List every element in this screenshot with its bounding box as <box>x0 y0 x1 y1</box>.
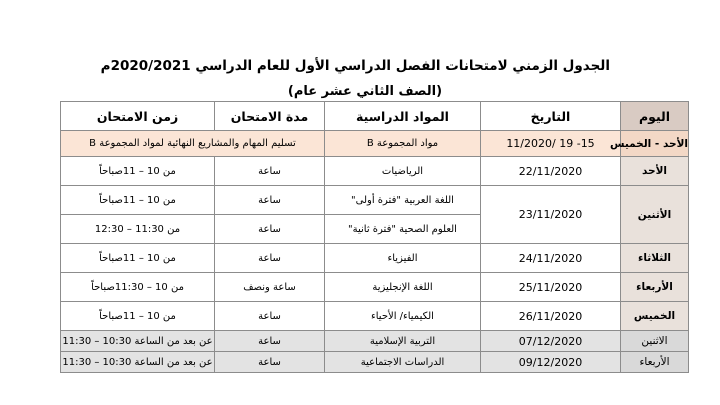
date-cell: 15- 19 /11/2020 <box>481 131 621 157</box>
time-cell: عن بعد من الساعة 10:30 – 11:30 <box>61 331 215 352</box>
header-day: اليوم <box>621 102 689 131</box>
header-subjects: المواد الدراسية <box>325 102 481 131</box>
duration-cell: ساعة <box>215 302 325 331</box>
date-cell: 09/12/2020 <box>481 352 621 373</box>
duration-cell: ساعة <box>215 186 325 215</box>
time-cell: من 10 – 11صباحاً <box>61 157 215 186</box>
submission-note-cell: تسليم المهام والمشاريع النهائية لمواد المجموعة B <box>61 131 325 157</box>
day-cell: الخميس <box>621 302 689 331</box>
table-row <box>61 273 689 302</box>
date-cell: 22/11/2020 <box>481 157 621 186</box>
duration-cell: ساعة <box>215 352 325 373</box>
day-cell: الأربعاء <box>621 273 689 302</box>
subject-cell: الدراسات الاجتماعية <box>325 352 481 373</box>
day-cell: الأربعاء <box>621 352 689 373</box>
table-row <box>61 302 689 331</box>
subject-cell: العلوم الصحية "فترة ثانية" <box>325 215 481 244</box>
table-row <box>61 352 689 373</box>
table-row <box>61 131 689 157</box>
subject-cell: الرياضيات <box>325 157 481 186</box>
time-cell: من 10 – 11صباحاً <box>61 186 215 215</box>
time-cell: من 10 – 11صباحاً <box>61 302 215 331</box>
header-row <box>61 102 689 131</box>
subject-cell: اللغة العربية "فترة أولى" <box>325 186 481 215</box>
document-subtitle: (الصف الثاني عشر عام) <box>287 84 443 99</box>
duration-cell: ساعة ونصف <box>215 273 325 302</box>
time-cell: من 11:30 – 12:30 <box>61 215 215 244</box>
table-row <box>61 244 689 273</box>
duration-cell: ساعة <box>215 157 325 186</box>
time-cell: من 10 – 11:30صباحاً <box>61 273 215 302</box>
date-cell: 24/11/2020 <box>481 244 621 273</box>
subject-cell: مواد المجموعة B <box>325 131 481 157</box>
day-cell: الأحد - الخميس <box>621 131 689 157</box>
date-cell: 23/11/2020 <box>481 186 621 244</box>
schedule-table <box>60 101 689 373</box>
date-cell: 25/11/2020 <box>481 273 621 302</box>
time-cell: عن بعد من الساعة 10:30 – 11:30 <box>61 352 215 373</box>
duration-cell: ساعة <box>215 331 325 352</box>
day-cell: الأثنين <box>621 186 689 244</box>
time-cell: من 10 – 11صباحاً <box>61 244 215 273</box>
table-row <box>61 331 689 352</box>
header-date: التاريخ <box>481 102 621 131</box>
day-cell: الأحد <box>621 157 689 186</box>
document-title: الجدول الزمني لامتحانات الفصل الدراسي الأول للعام الدراسي 2020/2021م <box>100 58 610 74</box>
subject-cell: الفيزياء <box>325 244 481 273</box>
date-cell: 26/11/2020 <box>481 302 621 331</box>
subject-cell: التربية الإسلامية <box>325 331 481 352</box>
table-row <box>61 186 689 215</box>
table-row <box>61 157 689 186</box>
subject-cell: الكيمياء/ الأحياء <box>325 302 481 331</box>
day-cell: الاثنين <box>621 331 689 352</box>
date-cell: 07/12/2020 <box>481 331 621 352</box>
duration-cell: ساعة <box>215 215 325 244</box>
subject-cell: اللغة الإنجليزية <box>325 273 481 302</box>
header-time: زمن الامتحان <box>61 102 215 131</box>
header-duration: مدة الامتحان <box>215 102 325 131</box>
day-cell: الثلاثاء <box>621 244 689 273</box>
duration-cell: ساعة <box>215 244 325 273</box>
